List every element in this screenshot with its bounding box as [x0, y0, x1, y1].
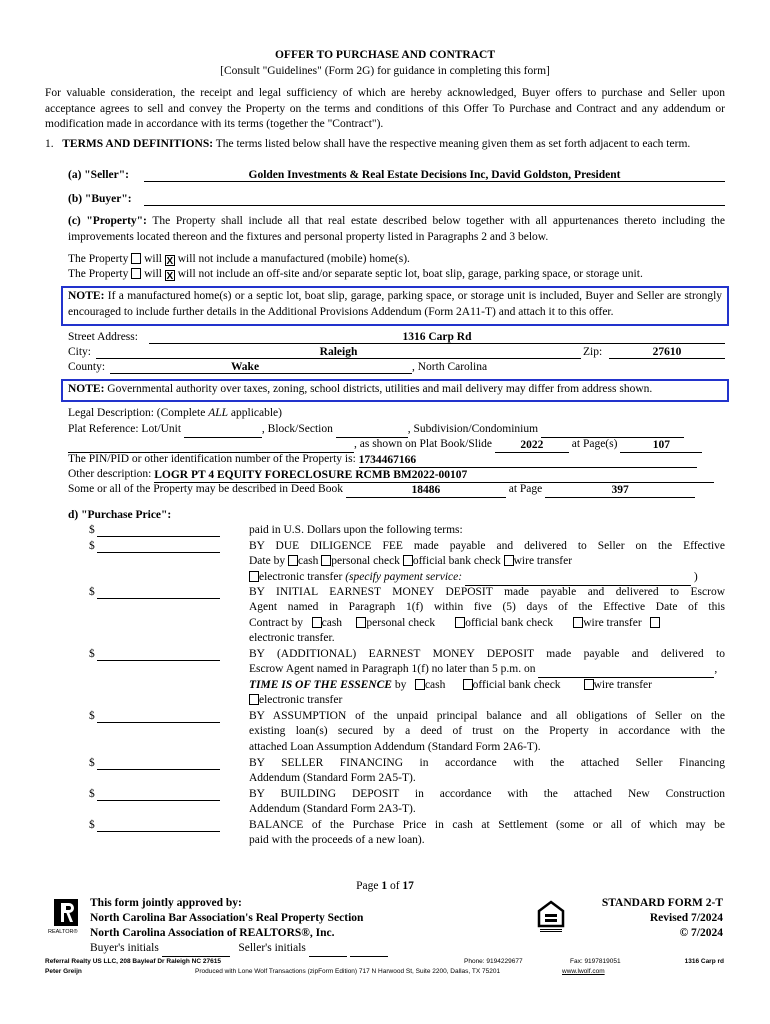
dollar-sign: $ [89, 757, 95, 769]
plat-book-line: , as shown on Plat Book/Slide 2022 at Page(s) 107 [68, 437, 702, 453]
dd-cash-checkbox[interactable] [288, 555, 298, 566]
additional-em-date-field[interactable] [538, 665, 714, 678]
dollar-sign: $ [89, 524, 95, 536]
balance-text-2: paid with the proceeds of a new loan). [249, 834, 425, 846]
dollar-sign: $ [89, 788, 95, 800]
dollar-sign: $ [89, 710, 95, 722]
form-title: OFFER TO PURCHASE AND CONTRACT [274, 49, 496, 61]
em-cash-checkbox[interactable] [312, 617, 322, 628]
initial-earnest-money-field[interactable] [97, 586, 220, 599]
buyer-field[interactable] [144, 205, 725, 206]
other-description-value[interactable]: LOGR PT 4 EQUITY FORECLOSURE RCMB BM2022-00107 [154, 468, 714, 483]
realtor-logo: REALTOR® [50, 898, 82, 938]
earnest-money-methods: Contract by cash personal check official bank check wire transfer [249, 616, 725, 632]
broker-info: Referral Realty US LLC, 208 Bayleaf Dr Raleigh NC 27615 [45, 958, 221, 965]
zip-value[interactable]: 27610 [652, 346, 682, 358]
dd-personal-check-checkbox[interactable] [321, 555, 331, 566]
street-value[interactable]: 1316 Carp Rd [402, 331, 472, 343]
building-deposit-field[interactable] [97, 788, 220, 801]
additional-em-electronic: electronic transfer [249, 693, 725, 709]
pin-value[interactable]: 1734467166 [359, 453, 697, 468]
subdivision-field[interactable] [541, 425, 684, 438]
lot-unit-field[interactable] [184, 425, 262, 438]
em-bank-check-checkbox[interactable] [455, 617, 465, 628]
street-label: Street Address: [68, 331, 138, 343]
em-electronic-checkbox[interactable] [650, 617, 660, 628]
county-value[interactable]: Wake [230, 361, 260, 373]
other-description-line: Other description: LOGR PT 4 EQUITY FORECLOSURE RCMB BM2022-00107 [68, 467, 714, 483]
approved-by-bar: North Carolina Bar Association's Real Property Section [90, 912, 364, 924]
property-label: (c) "Property": [68, 215, 147, 227]
dd-electronic-checkbox[interactable] [249, 571, 259, 582]
balance-text-1: BALANCE of the Purchase Price in cash at Settlement (some or all of which may be [249, 819, 725, 831]
assumption-text-1: BY ASSUMPTION of the unpaid principal balance and all obligations of Seller on the [249, 710, 725, 722]
seller-value[interactable]: Golden Investments & Real Estate Decisions Inc, David Goldston, President [248, 169, 621, 181]
buyer-label: (b) "Buyer": [68, 193, 132, 205]
building-deposit-text-1: BY BUILDING DEPOSIT in accordance with the attached New Construction [249, 788, 725, 800]
due-diligence-methods: Date by cash personal check official bank check wire transfer [249, 555, 573, 567]
state-text: , North Carolina [412, 361, 488, 373]
property-line-1: The Property will X will not include a manufactured (mobile) home(s). [68, 253, 410, 267]
section-number: 1. [45, 138, 54, 150]
paid-text: paid in U.S. Dollars upon the following terms: [249, 524, 463, 536]
additional-earnest-money-field[interactable] [97, 648, 220, 661]
additional-em-text-1: BY (ADDITIONAL) EARNEST MONEY DEPOSIT made payable and delivered to [249, 648, 725, 660]
approved-by: This form jointly approved by: [90, 897, 242, 909]
building-deposit-text-2: Addendum (Standard Form 2A3-T). [249, 803, 416, 815]
add-wire-checkbox[interactable] [584, 679, 594, 690]
assumption-text-3: attached Loan Assumption Addendum (Standard Form 2A6-T). [249, 741, 541, 753]
deed-book-value[interactable]: 18486 [346, 483, 506, 498]
buyer-initials-field[interactable] [162, 945, 230, 957]
seller-financing-field[interactable] [97, 757, 220, 770]
note-manufactured-home: NOTE: If a manufactured home(s) or a septic lot, boat slip, garage, parking space, or storage unit is included, Buyer and Seller are strongly encouraged to include further details in the Additional Provisions Addendum (Form 2A11-T) and attach it to this offer. [61, 286, 729, 326]
due-diligence-fee-field[interactable] [97, 540, 220, 553]
em-personal-check-checkbox[interactable] [356, 617, 366, 628]
due-diligence-text: BY DUE DILIGENCE FEE made payable and delivered to Seller on the Effective [249, 540, 725, 552]
earnest-money-text-2: Agent named in Paragraph 1(f) within five (5) days of the Effective Date of this [249, 601, 725, 613]
approved-by-realtors: North Carolina Association of REALTORS®, Inc. [90, 927, 335, 939]
initials-line: Buyer's initials Seller's initials [90, 941, 388, 957]
city-value[interactable]: Raleigh [319, 346, 358, 358]
will-checkbox-1[interactable] [131, 253, 141, 264]
revised-date: Revised 7/2024 [649, 912, 723, 924]
add-bank-check-checkbox[interactable] [463, 679, 473, 690]
intro-paragraph: For valuable consideration, the receipt and legal sufficiency of which are hereby acknowledged, Buyer offers to purchase and Seller upon acceptance agrees to sell and convey the Property on the terms and conditions of this Offer To Purchase and Contract and any addendum or modification made in accordance with its terms (together the "Contract"). [45, 87, 725, 130]
note-governmental: NOTE: Governmental authority over taxes, zoning, school districts, utilities and mail delivery may differ from address shown. [61, 379, 729, 402]
earnest-money-text-4: electronic transfer. [249, 632, 335, 644]
will-not-checkbox-1[interactable]: X [166, 256, 174, 267]
produced-with: Produced with Lone Wolf Transactions (zipForm Edition) 717 N Harwood St, Suite 2200, Dallas, TX 75201 [195, 968, 501, 975]
will-checkbox-2[interactable] [131, 268, 141, 279]
section-text: The terms listed below shall have the respective meaning given them as set forth adjacent to each term. [215, 138, 691, 150]
plat-page-value[interactable]: 107 [620, 438, 702, 453]
city-label: City: [68, 346, 92, 358]
agent-name: Peter Greijn [45, 968, 82, 975]
block-section-field[interactable] [336, 425, 408, 438]
em-wire-checkbox[interactable] [573, 617, 583, 628]
balance-field[interactable] [97, 819, 220, 832]
purchase-price-label: d) "Purchase Price": [68, 509, 172, 521]
property-paragraph [68, 214, 725, 245]
dd-electronic-line: electronic transfer (specify payment service: ) [249, 570, 725, 586]
pin-line: The PIN/PID or other identification number of the Property is: 1734467166 [68, 452, 697, 468]
seller-financing-text-1: BY SELLER FINANCING in accordance with the attached Seller Financing [249, 757, 725, 769]
website-link[interactable]: www.lwolf.com [562, 968, 605, 975]
copyright: © 7/2024 [679, 927, 723, 939]
property-line-2: The Property will X will not include an off-site and/or separate septic lot, boat slip, garage, parking space, or storage unit. [68, 268, 643, 282]
form-subtitle: [Consult "Guidelines" (Form 2G) for guidance in completing this form] [220, 65, 550, 77]
add-cash-checkbox[interactable] [415, 679, 425, 690]
standard-form: STANDARD FORM 2-T [601, 897, 723, 909]
county-label: County: [68, 361, 106, 373]
payment-service-field[interactable] [465, 573, 691, 586]
dollar-sign: $ [89, 819, 95, 831]
section-1 [45, 137, 725, 153]
phone: Phone: 9194229677 [464, 958, 523, 965]
fax: Fax: 9197819051 [570, 958, 621, 965]
legal-description-label: Legal Description: (Complete ALL applicable) [68, 407, 282, 419]
plat-reference-line: Plat Reference: Lot/Unit , Block/Section , Subdivision/Condominium [68, 422, 684, 438]
seller-initials-field-1[interactable] [309, 945, 347, 957]
page-number: Page 1 of 17 [356, 880, 414, 892]
section-heading: TERMS AND DEFINITIONS: [62, 138, 214, 150]
seller-label: (a) "Seller": [68, 169, 129, 181]
property-reference: 1316 Carp rd [684, 958, 724, 965]
subdivision-field-cont[interactable] [68, 440, 354, 453]
earnest-money-text-1: BY INITIAL EARNEST MONEY DEPOSIT made payable and delivered to Escrow [249, 586, 725, 598]
deed-page-value[interactable]: 397 [545, 483, 695, 498]
dollar-sign: $ [89, 648, 95, 660]
plat-book-value[interactable]: 2022 [495, 438, 569, 453]
dd-bank-check-checkbox[interactable] [403, 555, 413, 566]
deed-book-line: Some or all of the Property may be described in Deed Book 18486 at Page 397 [68, 482, 695, 498]
purchase-price-field[interactable] [97, 524, 220, 537]
assumption-text-2: existing loan(s) secured by a deed of trust on the Property in accordance with the [249, 725, 725, 737]
dd-wire-checkbox[interactable] [504, 555, 514, 566]
dollar-sign: $ [89, 540, 95, 552]
dollar-sign: $ [89, 586, 95, 598]
seller-initials-field-2[interactable] [350, 945, 388, 957]
will-not-checkbox-2[interactable]: X [166, 271, 174, 282]
property-text: The Property shall include all that real estate described below together with all appurtenances thereto including the improvements located thereon and the fixtures and personal property listed in Paragraphs 2 and 3 below. [68, 215, 725, 243]
assumption-field[interactable] [97, 710, 220, 723]
additional-em-methods: TIME IS OF THE ESSENCE by cash official bank check wire transfer [249, 679, 652, 691]
additional-em-text-2: Escrow Agent named in Paragraph 1(f) no later than 5 p.m. on , [249, 662, 725, 678]
add-electronic-checkbox[interactable] [249, 694, 259, 705]
zip-label: Zip: [583, 346, 603, 358]
seller-financing-text-2: Addendum (Standard Form 2A5-T). [249, 772, 416, 784]
